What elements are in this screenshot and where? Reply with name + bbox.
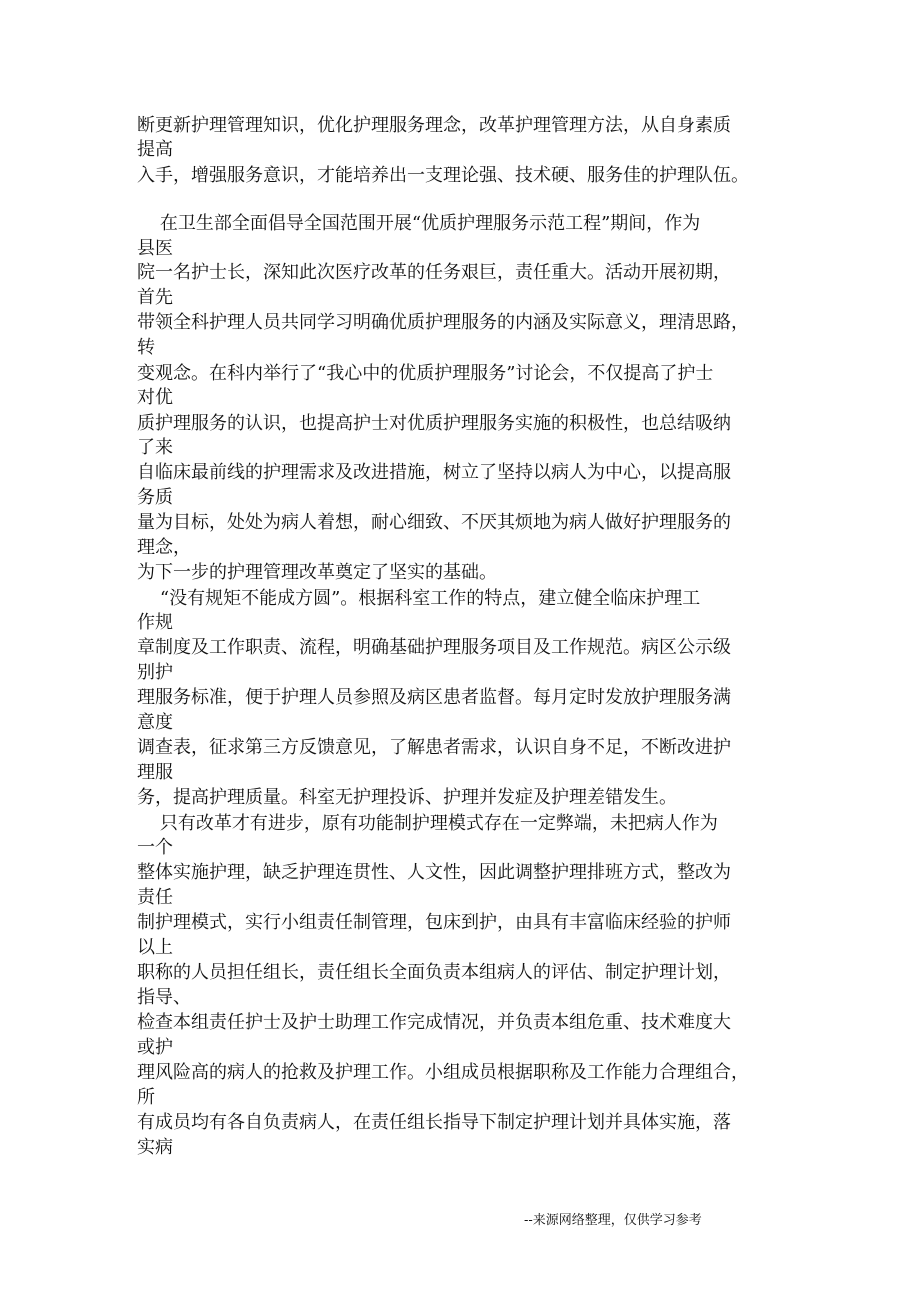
text-line: 别护	[137, 662, 173, 683]
text-line: 质护理服务的认识，也提高护士对优质护理服务实施的积极性，也总结吸纳	[137, 413, 731, 434]
page-footer: --来源网络整理，仅供学习参考	[524, 1213, 702, 1228]
text-line: 只有改革才有进步，原有功能制护理模式存在一定弊端，未把病人作为	[137, 813, 718, 834]
text-line: 制护理模式，实行小组责任制管理，包床到护，由具有丰富临床经验的护师	[137, 912, 731, 933]
text-line: 整体实施护理，缺乏护理连贯性、人文性，因此调整护理排班方式，整改为	[137, 862, 731, 883]
text-line: 务质	[137, 487, 173, 508]
text-line: 断更新护理管理知识，优化护理服务理念，改革护理管理方法，从自身素质	[137, 115, 731, 136]
text-line: 了来	[137, 437, 173, 458]
text-line: 职称的人员担任组长，责任组长全面负责本组病人的评估、制定护理计划，	[137, 962, 731, 983]
text-line: 带领全科护理人员共同学习明确优质护理服务的内涵及实际意义，理清思路，	[137, 312, 749, 333]
text-line: 作规	[137, 612, 173, 633]
text-line: 院一名护士长，深知此次医疗改革的任务艰巨，责任重大。活动开展初期，	[137, 262, 731, 283]
text-line: 调查表，征求第三方反馈意见，了解患者需求，认识自身不足，不断改进护	[137, 737, 731, 758]
text-line: 首先	[137, 287, 173, 308]
text-line: 一个	[137, 837, 173, 858]
text-line: 在卫生部全面倡导全国范围开展“优质护理服务示范工程”期间，作为	[137, 213, 701, 234]
text-line: 量为目标，处处为病人着想，耐心细致、不厌其烦地为病人做好护理服务的	[137, 512, 731, 533]
text-line: 理服	[137, 762, 173, 783]
text-line: 入手，增强服务意识，才能培养出一支理论强、技术硬、服务佳的护理队伍。	[137, 165, 749, 186]
text-line: 提高	[137, 139, 173, 160]
text-line: 或护	[137, 1037, 173, 1058]
text-line: “没有规矩不能成方圆”。根据科室工作的特点，建立健全临床护理工	[137, 588, 701, 609]
text-line: 转	[137, 337, 155, 358]
text-line: 理风险高的病人的抢救及护理工作。小组成员根据职称及工作能力合理组合，	[137, 1062, 749, 1083]
text-line: 有成员均有各自负责病人，在责任组长指导下制定护理计划并具体实施，落	[137, 1112, 731, 1133]
text-line: 所	[137, 1087, 155, 1108]
text-line: 检查本组责任护士及护士助理工作完成情况，并负责本组危重、技术难度大	[137, 1012, 731, 1033]
text-line: 实病	[137, 1137, 173, 1158]
text-line: 为下一步的护理管理改革奠定了坚实的基础。	[137, 562, 497, 583]
text-line: 责任	[137, 887, 173, 908]
text-line: 理念，	[137, 537, 191, 558]
text-line: 自临床最前线的护理需求及改进措施，树立了坚持以病人为中心，以提高服	[137, 462, 731, 483]
text-line: 意度	[137, 712, 173, 733]
text-line: 变观念。在科内举行了“我心中的优质护理服务”讨论会，不仅提高了护士	[137, 363, 714, 384]
text-line: 理服务标准，便于护理人员参照及病区患者监督。每月定时发放护理服务满	[137, 687, 731, 708]
text-line: 以上	[137, 937, 173, 958]
text-line: 务，提高护理质量。科室无护理投诉、护理并发症及护理差错发生。	[137, 787, 677, 808]
text-line: 对优	[137, 387, 173, 408]
text-line: 章制度及工作职责、流程，明确基础护理服务项目及工作规范。病区公示级	[137, 637, 731, 658]
text-line: 县医	[137, 238, 173, 259]
text-line: 指导、	[137, 987, 191, 1008]
